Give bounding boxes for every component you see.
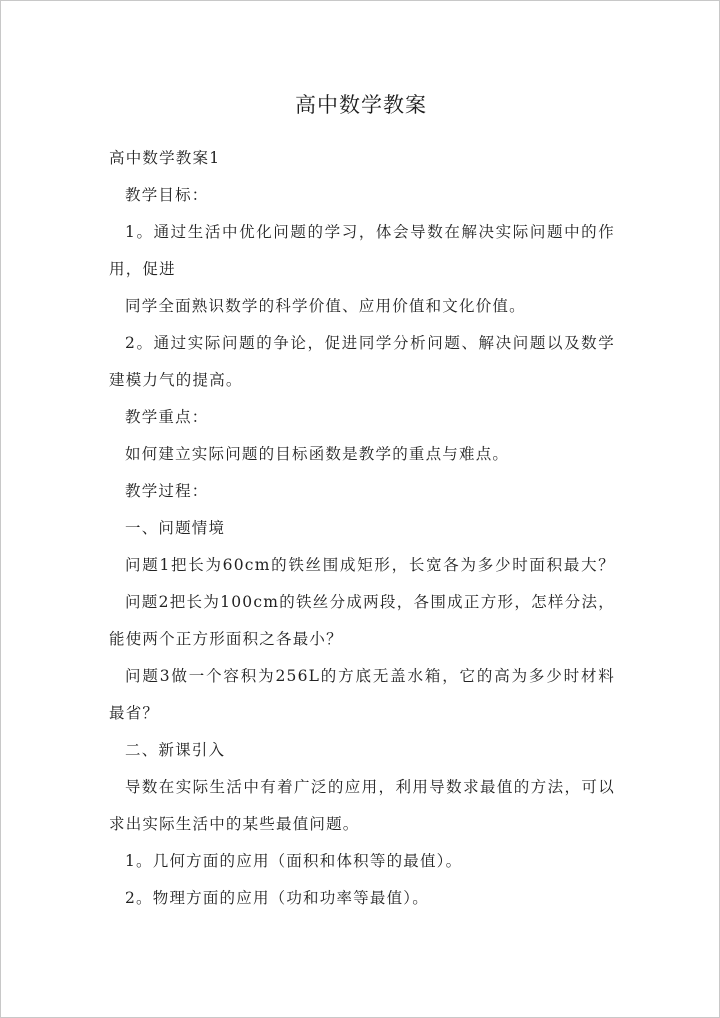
paragraph-line: 1。通过生活中优化问题的学习，体会导数在解决实际问题中的作	[125, 223, 615, 241]
paragraph-line: 如何建立实际问题的目标函数是教学的重点与难点。	[125, 445, 510, 463]
paragraph-line: 用，促进	[109, 260, 176, 278]
paragraph-line: 教学目标：	[125, 186, 209, 204]
paragraph-line: 导数在实际生活中有着广泛的应用，利用导数求最值的方法，可以	[125, 778, 615, 796]
paragraph-line: 问题3做一个容积为256L的方底无盖水箱，它的高为多少时材料	[125, 667, 615, 685]
paragraph-line: 建模力气的提高。	[109, 371, 243, 389]
paragraph-line: 2。通过实际问题的争论，促进同学分析问题、解决问题以及数学	[125, 334, 615, 352]
paragraph-line: 能使两个正方形面积之各最小？	[109, 630, 343, 648]
paragraph-line: 1。几何方面的应用（面积和体积等的最值）。	[125, 852, 463, 870]
paragraph-line: 求出实际生活中的某些最值问题。	[109, 815, 360, 833]
paragraph-line: 2。物理方面的应用（功和功率等最值）。	[125, 889, 429, 907]
document-title: 高中数学教案	[295, 93, 427, 117]
section-heading: 高中数学教案1	[109, 149, 221, 167]
paragraph-line: 教学重点：	[125, 408, 209, 426]
paragraph-line: 一、问题情境	[125, 519, 226, 537]
paragraph-line: 问题2把长为100cm的铁丝分成两段，各围成正方形，怎样分法，	[125, 593, 615, 611]
paragraph-line: 二、新课引入	[125, 741, 226, 759]
paragraph-line: 教学过程：	[125, 482, 209, 500]
paragraph-line: 最省？	[109, 704, 160, 722]
paragraph-line: 同学全面熟识数学的科学价值、应用价值和文化价值。	[125, 297, 526, 315]
paragraph-line: 问题1把长为60cm的铁丝围成矩形，长宽各为多少时面积最大？	[125, 556, 615, 574]
